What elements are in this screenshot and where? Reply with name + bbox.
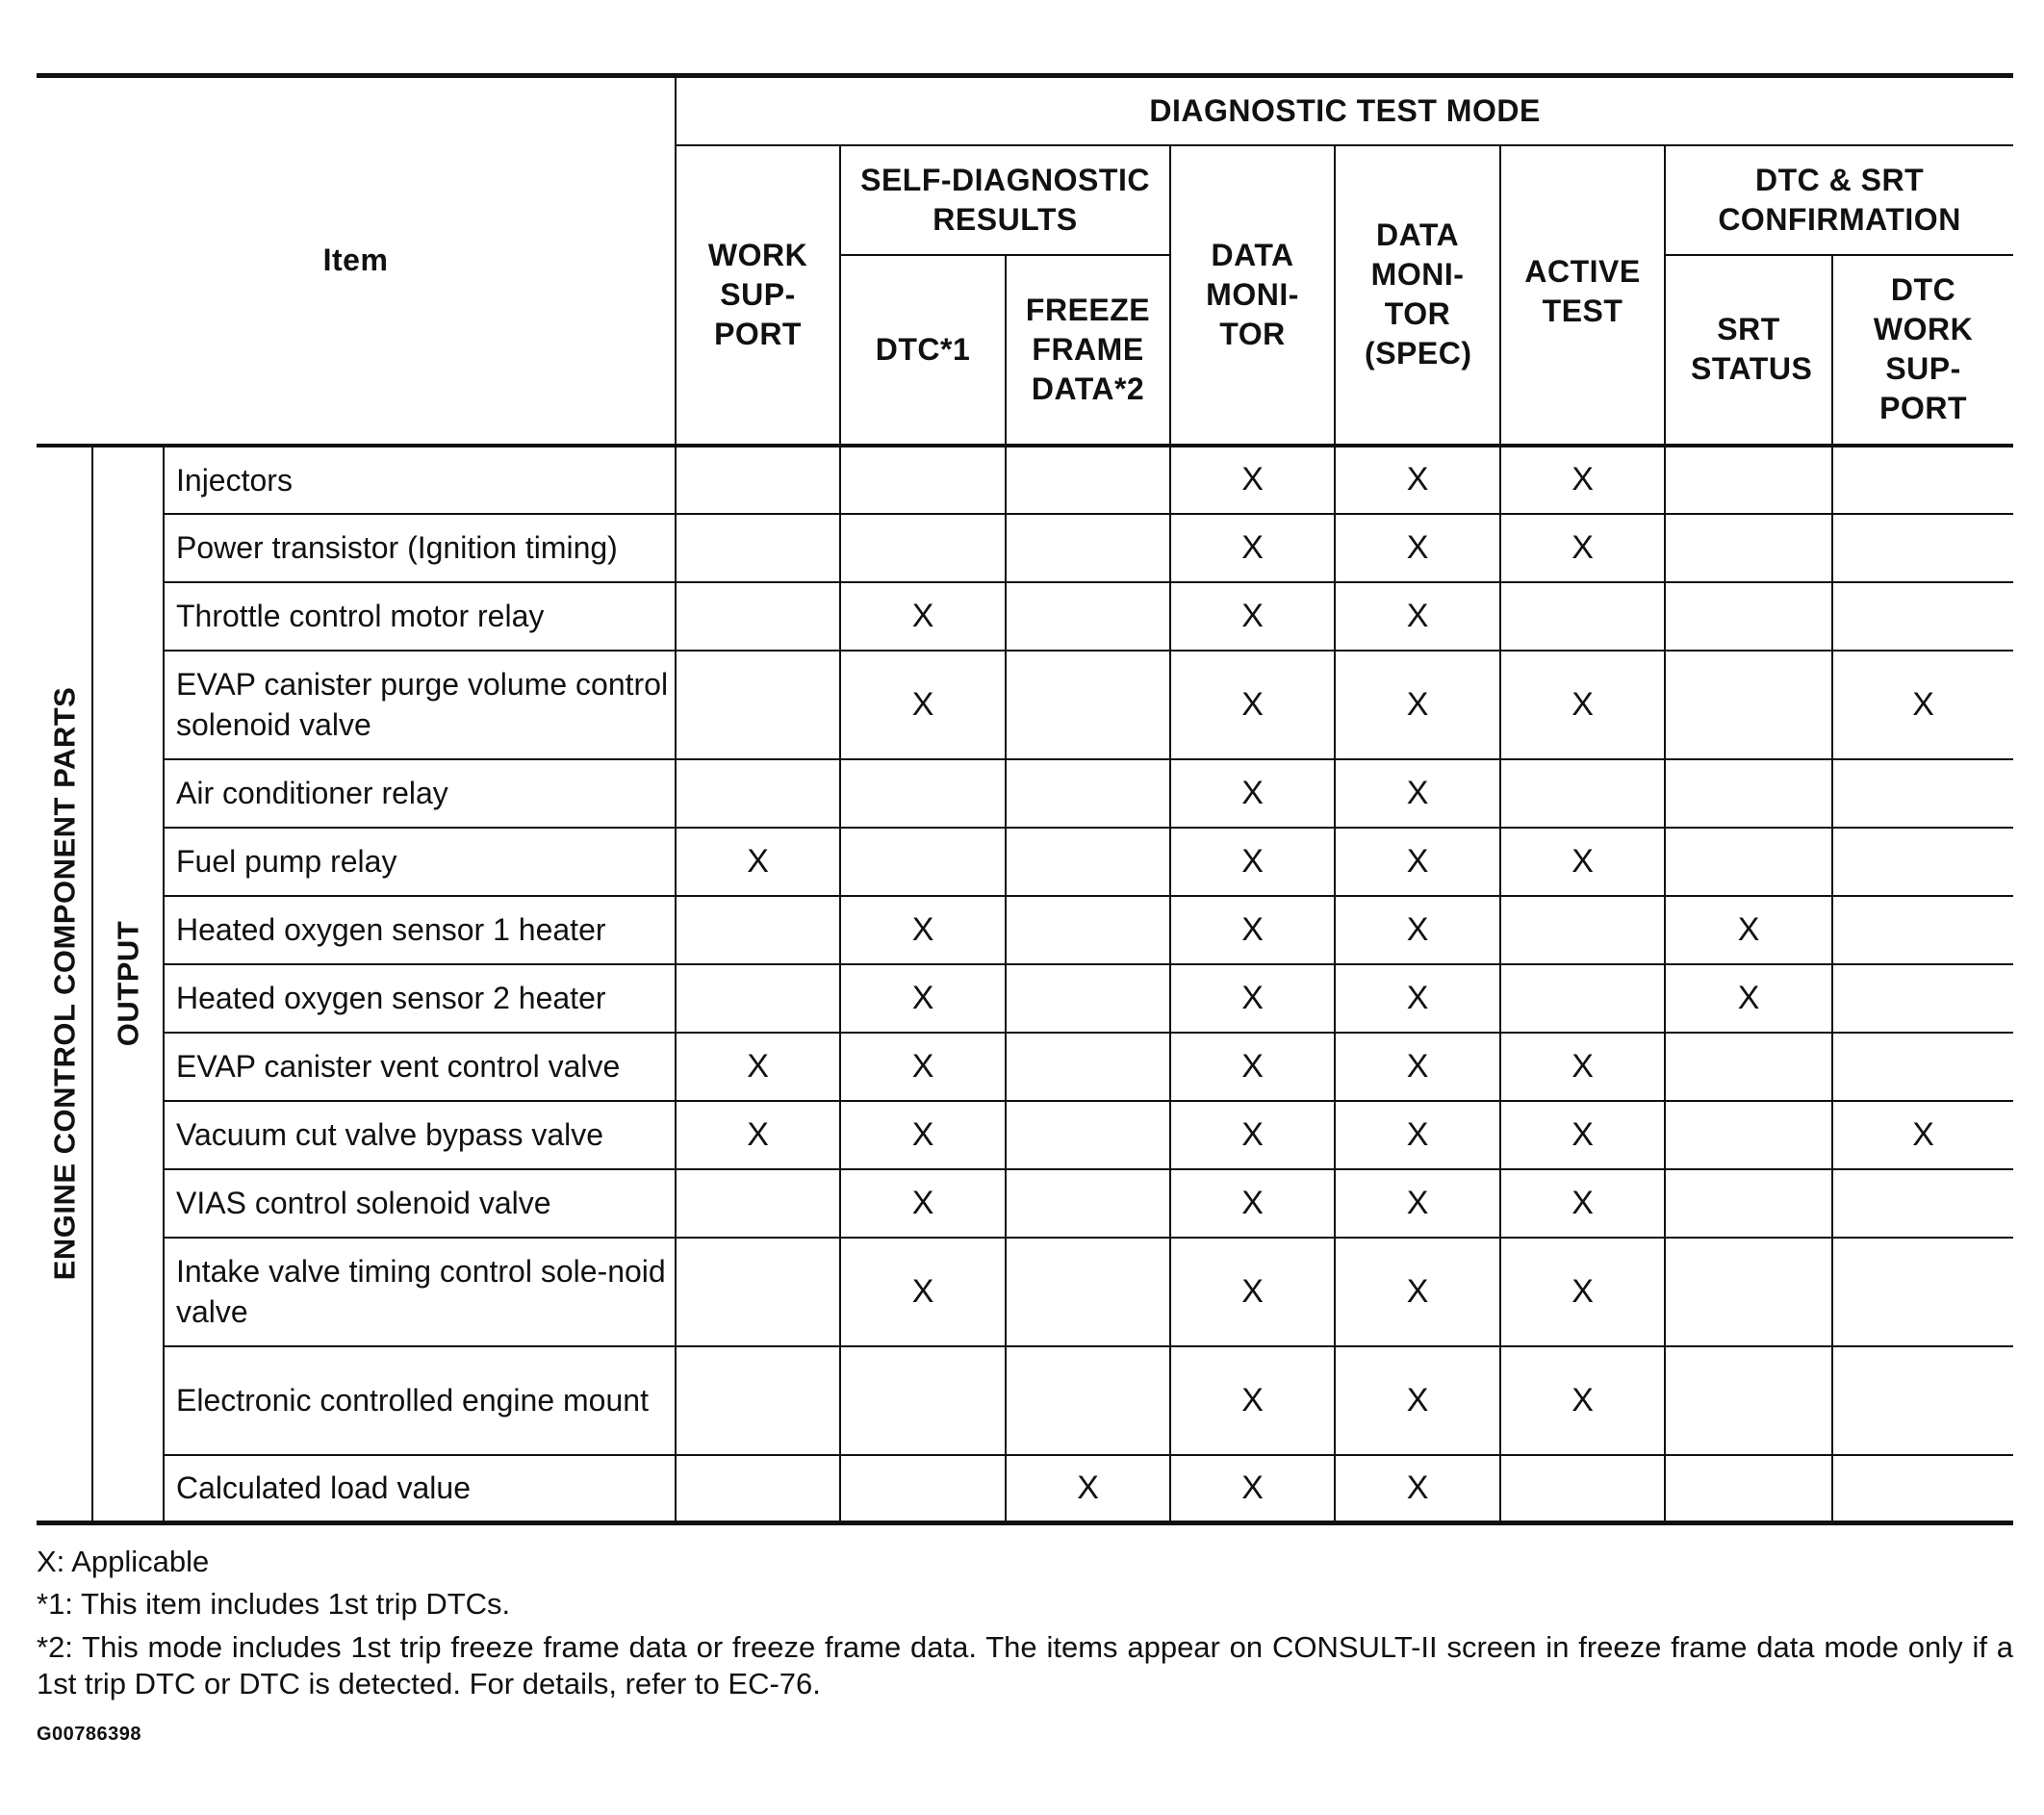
mark-active-test (1500, 964, 1665, 1033)
table-row (37, 1101, 2013, 1169)
mark-dtc: X (840, 896, 1006, 964)
mark-data-monitor-spec: X (1335, 759, 1500, 828)
mark-dtc-work-support (1832, 1346, 2013, 1455)
table-row (37, 759, 2013, 828)
header-work-support-label: WORK SUP-PORT (707, 237, 808, 351)
item-cell: EVAP canister purge volume control solenoid valve (164, 651, 676, 759)
item-cell: Power transistor (Ignition timing) (164, 514, 676, 582)
note-2: *2: This mode includes 1st trip freeze frame data or freeze frame data. The items appear on CONSULT-II screen in freeze frame data mode only if a 1st trip DTC or DTC is detected. For details, refer to EC-76. (37, 1630, 2013, 1700)
mark-freeze-frame (1006, 828, 1170, 896)
document (37, 73, 2013, 1746)
mark-dtc-work-support (1832, 514, 2013, 582)
mark-data-monitor: X (1170, 651, 1335, 759)
item-cell: Fuel pump relay (164, 828, 676, 896)
mark-dtc (840, 759, 1006, 828)
mark-work-support (676, 1346, 840, 1455)
mark-work-support (676, 651, 840, 759)
mark-work-support: X (676, 1101, 840, 1169)
table-row (37, 1238, 2013, 1346)
mark-srt-status (1665, 1238, 1832, 1346)
item-cell: Throttle control motor relay (164, 582, 676, 651)
mark-data-monitor: X (1170, 759, 1335, 828)
header-work-support (676, 145, 840, 446)
mark-srt-status (1665, 514, 1832, 582)
table-row (37, 896, 2013, 964)
mark-work-support (676, 446, 840, 514)
mark-dtc-work-support (1832, 828, 2013, 896)
mark-data-monitor: X (1170, 446, 1335, 514)
mark-dtc (840, 514, 1006, 582)
mark-active-test: X (1500, 1169, 1665, 1238)
mark-data-monitor: X (1170, 1169, 1335, 1238)
group-label-cell (37, 446, 92, 1523)
mark-work-support (676, 514, 840, 582)
header-diagnostic-test-mode-label: DIAGNOSTIC TEST MODE (1149, 92, 1541, 128)
mark-active-test: X (1500, 1346, 1665, 1455)
mark-freeze-frame (1006, 1238, 1170, 1346)
mark-freeze-frame (1006, 582, 1170, 651)
mark-srt-status (1665, 1033, 1832, 1101)
mark-srt-status (1665, 1455, 1832, 1523)
item-cell: Intake valve timing control sole-noid valve (164, 1238, 676, 1346)
mark-data-monitor-spec: X (1335, 1101, 1500, 1169)
mark-freeze-frame (1006, 651, 1170, 759)
mark-active-test: X (1500, 446, 1665, 514)
item-cell: VIAS control solenoid valve (164, 1169, 676, 1238)
mark-data-monitor: X (1170, 1238, 1335, 1346)
mark-dtc: X (840, 1033, 1006, 1101)
mark-srt-status (1665, 446, 1832, 514)
mark-data-monitor: X (1170, 582, 1335, 651)
mark-data-monitor: X (1170, 514, 1335, 582)
mark-dtc-work-support (1832, 759, 2013, 828)
item-cell: Calculated load value (164, 1455, 676, 1523)
mark-work-support (676, 582, 840, 651)
header-diagnostic-test-mode (676, 76, 2013, 145)
mark-freeze-frame (1006, 1033, 1170, 1101)
table-header (37, 76, 2013, 446)
mark-data-monitor-spec: X (1335, 1455, 1500, 1523)
mark-dtc-work-support (1832, 964, 2013, 1033)
mark-data-monitor: X (1170, 828, 1335, 896)
diagnostic-mode-table (37, 73, 2013, 1525)
mark-srt-status (1665, 828, 1832, 896)
figure-code: G00786398 (37, 1724, 142, 1745)
header-item-label: Item (322, 243, 389, 278)
mark-dtc-work-support: X (1832, 1101, 2013, 1169)
mark-data-monitor: X (1170, 964, 1335, 1033)
header-dtc1-label: DTC*1 (875, 331, 971, 367)
mark-dtc-work-support: X (1832, 651, 2013, 759)
mark-data-monitor-spec: X (1335, 1033, 1500, 1101)
mark-active-test: X (1500, 651, 1665, 759)
mark-freeze-frame (1006, 896, 1170, 964)
mark-data-monitor: X (1170, 1455, 1335, 1523)
group-label: ENGINE CONTROL COMPONENT PARTS (47, 686, 81, 1281)
item-cell: Injectors (164, 446, 676, 514)
mark-work-support (676, 896, 840, 964)
header-srt-status (1665, 255, 1832, 446)
mark-dtc: X (840, 1169, 1006, 1238)
mark-data-monitor-spec: X (1335, 828, 1500, 896)
mark-srt-status (1665, 651, 1832, 759)
table-row (37, 964, 2013, 1033)
mark-active-test: X (1500, 1238, 1665, 1346)
mark-dtc: X (840, 651, 1006, 759)
mark-dtc-work-support (1832, 446, 2013, 514)
header-dtc-srt-confirmation (1665, 145, 2013, 255)
header-data-monitor-spec (1335, 145, 1500, 446)
mark-active-test (1500, 1455, 1665, 1523)
mark-active-test: X (1500, 514, 1665, 582)
header-active-test-label: ACTIVE TEST (1524, 253, 1641, 328)
mark-data-monitor-spec: X (1335, 514, 1500, 582)
header-data-monitor-spec-label: DATA MONI-TOR (SPEC) (1365, 217, 1472, 371)
mark-dtc (840, 1346, 1006, 1455)
item-cell: Heated oxygen sensor 2 heater (164, 964, 676, 1033)
mark-work-support (676, 1169, 840, 1238)
table-body (37, 446, 2013, 1523)
mark-data-monitor: X (1170, 1346, 1335, 1455)
table-row (37, 1169, 2013, 1238)
header-dtc-srt-confirmation-label: DTC & SRT CONFIRMATION (1718, 162, 1961, 237)
mark-dtc (840, 446, 1006, 514)
header-self-diagnostic-results (840, 145, 1170, 255)
mark-srt-status (1665, 582, 1832, 651)
mark-srt-status (1665, 1346, 1832, 1455)
mark-freeze-frame (1006, 446, 1170, 514)
table-row (37, 514, 2013, 582)
mark-data-monitor: X (1170, 1101, 1335, 1169)
table-row (37, 828, 2013, 896)
subgroup-label-cell (92, 446, 164, 1523)
header-data-monitor-label: DATA MONI-TOR (1206, 237, 1299, 351)
table-row (37, 446, 2013, 514)
mark-freeze-frame: X (1006, 1455, 1170, 1523)
mark-data-monitor-spec: X (1335, 446, 1500, 514)
header-data-monitor (1170, 145, 1335, 446)
mark-work-support (676, 1455, 840, 1523)
item-cell: Heated oxygen sensor 1 heater (164, 896, 676, 964)
mark-freeze-frame (1006, 1346, 1170, 1455)
footnotes (37, 1541, 2013, 1702)
mark-data-monitor-spec: X (1335, 1346, 1500, 1455)
mark-work-support (676, 759, 840, 828)
mark-dtc (840, 828, 1006, 896)
item-cell: EVAP canister vent control valve (164, 1033, 676, 1101)
mark-dtc: X (840, 1238, 1006, 1346)
mark-srt-status (1665, 759, 1832, 828)
header-srt-status-label: SRT STATUS (1691, 312, 1813, 386)
header-item (37, 76, 676, 446)
mark-work-support: X (676, 828, 840, 896)
mark-dtc-work-support (1832, 1238, 2013, 1346)
mark-work-support (676, 1238, 840, 1346)
mark-dtc-work-support (1832, 582, 2013, 651)
mark-data-monitor-spec: X (1335, 1169, 1500, 1238)
mark-freeze-frame (1006, 964, 1170, 1033)
table-row (37, 1033, 2013, 1101)
mark-freeze-frame (1006, 514, 1170, 582)
table-row (37, 1346, 2013, 1455)
subgroup-label: OUTPUT (111, 921, 145, 1047)
mark-dtc: X (840, 964, 1006, 1033)
header-freeze-frame-data2 (1006, 255, 1170, 446)
mark-srt-status (1665, 1101, 1832, 1169)
table-row (37, 1455, 2013, 1523)
mark-dtc (840, 1455, 1006, 1523)
mark-data-monitor: X (1170, 896, 1335, 964)
mark-freeze-frame (1006, 759, 1170, 828)
mark-srt-status: X (1665, 896, 1832, 964)
mark-freeze-frame (1006, 1101, 1170, 1169)
mark-data-monitor-spec: X (1335, 896, 1500, 964)
mark-active-test: X (1500, 828, 1665, 896)
header-freeze-frame-data2-label: FREEZE FRAME DATA*2 (1025, 292, 1151, 406)
mark-active-test: X (1500, 1101, 1665, 1169)
header-dtc-work-support-label: DTC WORK SUP-PORT (1873, 272, 1974, 425)
mark-data-monitor-spec: X (1335, 1238, 1500, 1346)
header-active-test (1500, 145, 1665, 446)
header-self-diagnostic-results-label: SELF-DIAGNOSTIC RESULTS (860, 162, 1150, 237)
item-cell: Vacuum cut valve bypass valve (164, 1101, 676, 1169)
mark-freeze-frame (1006, 1169, 1170, 1238)
mark-dtc-work-support (1832, 896, 2013, 964)
mark-srt-status (1665, 1169, 1832, 1238)
item-cell: Electronic controlled engine mount (164, 1346, 676, 1455)
mark-dtc-work-support (1832, 1033, 2013, 1101)
mark-data-monitor-spec: X (1335, 651, 1500, 759)
mark-active-test (1500, 896, 1665, 964)
header-dtc-work-support (1832, 255, 2013, 446)
table-row (37, 582, 2013, 651)
mark-data-monitor-spec: X (1335, 582, 1500, 651)
mark-srt-status: X (1665, 964, 1832, 1033)
mark-dtc: X (840, 582, 1006, 651)
note-applicable: X: Applicable (37, 1545, 210, 1578)
mark-dtc-work-support (1832, 1169, 2013, 1238)
mark-active-test: X (1500, 1033, 1665, 1101)
mark-dtc-work-support (1832, 1455, 2013, 1523)
item-cell: Air conditioner relay (164, 759, 676, 828)
header-dtc1 (840, 255, 1006, 446)
mark-active-test (1500, 759, 1665, 828)
mark-work-support (676, 964, 840, 1033)
mark-active-test (1500, 582, 1665, 651)
note-1: *1: This item includes 1st trip DTCs. (37, 1587, 511, 1621)
mark-work-support: X (676, 1033, 840, 1101)
mark-dtc: X (840, 1101, 1006, 1169)
mark-data-monitor: X (1170, 1033, 1335, 1101)
table-row (37, 651, 2013, 759)
mark-data-monitor-spec: X (1335, 964, 1500, 1033)
